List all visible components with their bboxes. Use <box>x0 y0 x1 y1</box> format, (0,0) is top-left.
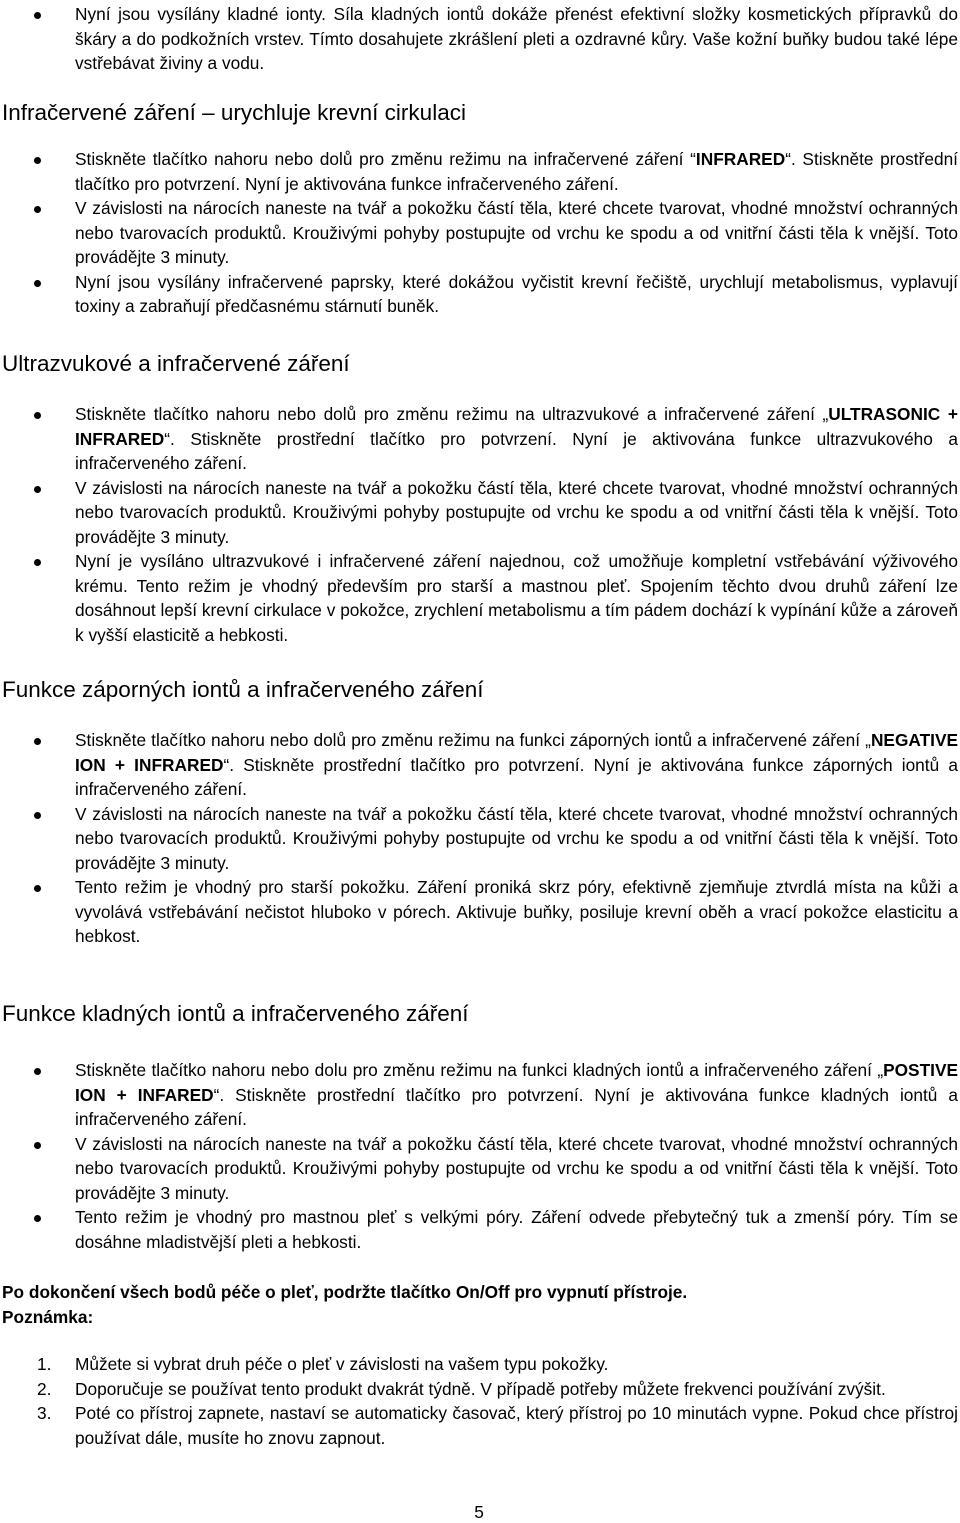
negative-ion-list <box>0 728 958 949</box>
notes-section <box>0 1352 958 1450</box>
list-item: Nyní jsou vysílány infračervené paprsky, které dokážou vyčistit krevní řečiště, urychlují metabolismus, vyplavují toxiny a zabraňují předčasnému stárnutí buněk. <box>0 270 958 319</box>
notes-list <box>0 1352 958 1450</box>
list-item: V závislosti na nárocích naneste na tvář a pokožku částí těla, které chcete tvarovat, vhodné množství ochranných nebo tvarovacích produktů. Krouživými pohyby postupujte od vrchu ke spodu a od vnitřní části těla k vnější. Toto provádějte 3 minuty. <box>0 1132 958 1206</box>
list-item: Stiskněte tlačítko nahoru nebo dolů pro změnu režimu na infračervené záření “INFRARED“. Stiskněte prostřední tlačítko pro potvrzení. Nyní je aktivována funkce infračerveného záření. <box>0 147 958 196</box>
infrared-list <box>0 147 958 319</box>
list-item: Nyní je vysíláno ultrazvukové i infračervené záření najednou, což umožňuje kompletní vstřebávání výživového krému. Tento režim je vhodný především pro starší a mastnou pleť. Spojením těchto dvou druhů záření lze dosáhnout lepší krevní cirkulace v pokožce, zrychlení metabolismu a tím pádem dochází k vypínání kůže a zároveň k vyšší elasticitě a hebkosti. <box>0 549 958 647</box>
bullet-icon <box>34 157 41 164</box>
item-number: 2. <box>37 1378 52 1399</box>
list-item-text: Nyní jsou vysílány kladné ionty. Síla kladných iontů dokáže přenést efektivní složky kosmetických přípravků do škáry a do podkožních vrstev. Tímto dosahujete zkrášlení pleti a ozdravné kůry. Vaše kožní buňky budou také lépe vstřebávat živiny a vodu. <box>75 4 958 73</box>
list-item: V závislosti na nárocích naneste na tvář a pokožku částí těla, které chcete tvarovat, vhodné množství ochranných nebo tvarovacích produktů. Krouživými pohyby postupujte od vrchu ke spodu a od vnitřní části těla k vnější. Toto provádějte 3 minuty. <box>0 476 958 550</box>
list-item: Stiskněte tlačítko nahoru nebo dolu pro změnu režimu na funkci kladných iontů a infračerveného záření „POSTIVE ION + INFARED“. Stiskněte prostřední tlačítko pro potvrzení. Nyní je aktivována funkce kladných iontů a infračerveného záření. <box>0 1058 958 1132</box>
bullet-icon <box>34 280 41 287</box>
closing-block <box>2 1280 957 1329</box>
bullet-icon <box>34 1068 41 1075</box>
negative-ion-section <box>0 676 958 949</box>
closing-instruction: Po dokončení všech bodů péče o pleť, podržte tlačítko On/Off pro vypnutí přístroje. <box>2 1282 688 1302</box>
section-heading: Ultrazvukové a infračervené záření <box>2 351 350 376</box>
list-item <box>0 2 958 76</box>
bullet-icon <box>34 1215 41 1222</box>
bullet-icon <box>34 559 41 566</box>
bullet-icon <box>34 812 41 819</box>
bullet-icon <box>34 412 41 419</box>
note-label: Poznámka: <box>2 1306 94 1327</box>
bullet-icon <box>34 1142 41 1149</box>
mode-name: ULTRASONIC + INFRARED <box>75 404 958 449</box>
bullet-icon <box>34 12 41 19</box>
list-item: Stiskněte tlačítko nahoru nebo dolů pro změnu režimu na funkci záporných iontů a infračervené záření „NEGATIVE ION + INFRARED“. Stiskněte prostřední tlačítko pro potvrzení. Nyní je aktivována funkce záporných iontů a infračerveného záření. <box>0 728 958 802</box>
mode-name: INFRARED <box>695 149 786 169</box>
list-item: V závislosti na nárocích naneste na tvář a pokožku částí těla, které chcete tvarovat, vhodné množství ochranných nebo tvarovacích produktů. Krouživými pohyby postupujte od vrchu ke spodu a od vnitřní části těla k vnější. Toto provádějte 3 minuty. <box>0 802 958 876</box>
ultrasonic-infrared-section <box>0 350 958 647</box>
intro-list <box>0 2 958 76</box>
mode-name: NEGATIVE ION + INFRARED <box>75 730 958 775</box>
numbered-item: 3. Poté co přístroj zapnete, nastaví se automaticky časovač, který přístroj po 10 minutách vypne. Pokud chce přístroj používat dále, musíte ho znovu zapnout. <box>37 1403 958 1448</box>
list-item: Tento režim je vhodný pro starší pokožku. Záření proniká skrz póry, efektivně zjemňuje ztvrdlá místa na kůži a vyvolává vstřebávání nečistot hluboko v pórech. Aktivuje buňky, posiluje krevní oběh a vrací pokožce elasticitu a hebkost. <box>0 875 958 949</box>
intro-section <box>0 2 958 76</box>
list-item: Stiskněte tlačítko nahoru nebo dolů pro změnu režimu na ultrazvukové a infračervené záření „ULTRASONIC + INFRARED“. Stiskněte prostřední tlačítko pro potvrzení. Nyní je aktivována funkce ultrazvukového a infračerveného záření. <box>0 402 958 476</box>
numbered-item: 2. Doporučuje se používat tento produkt dvakrát týdně. V případě potřeby můžete frekvenci používání zvýšit. <box>0 1377 958 1402</box>
bullet-icon <box>34 738 41 745</box>
item-number: 1. <box>37 1354 52 1374</box>
list-item: Tento režim je vhodný pro mastnou pleť s velkými póry. Záření odvede přebytečný tuk a zmenší póry. Tím se dosáhne mladistvější pleti a hebkosti. <box>0 1205 958 1254</box>
bullet-icon <box>34 206 41 213</box>
bullet-icon <box>34 885 41 892</box>
numbered-item: 1. Můžete si vybrat druh péče o pleť v závislosti na vašem typu pokožky. <box>0 1352 958 1377</box>
positive-ion-list <box>0 1058 958 1254</box>
positive-ion-section <box>0 1000 958 1254</box>
bullet-icon <box>34 486 41 493</box>
list-item: V závislosti na nárocích naneste na tvář a pokožku částí těla, které chcete tvarovat, vhodné množství ochranných nebo tvarovacích produktů. Krouživými pohyby postupujte od vrchu ke spodu a od vnitřní části těla k vnější. Toto provádějte 3 minuty. <box>0 196 958 270</box>
item-number: 3. <box>37 1403 52 1423</box>
infrared-section <box>0 99 958 319</box>
mode-name: POSTIVE ION + INFARED <box>75 1060 958 1105</box>
section-heading: Infračervené záření – urychluje krevní cirkulaci <box>2 100 466 125</box>
ultrasonic-infrared-list <box>0 402 958 647</box>
section-heading: Funkce záporných iontů a infračerveného záření <box>2 677 484 702</box>
page-number: 5 <box>474 1502 484 1522</box>
section-heading: Funkce kladných iontů a infračerveného záření <box>2 1001 469 1026</box>
